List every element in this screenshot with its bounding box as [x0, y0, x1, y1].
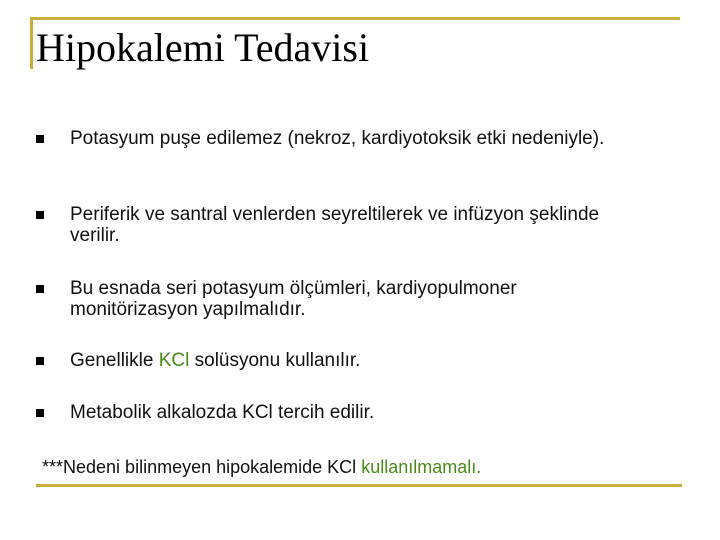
bullet-text-5: Metabolik alkalozda KCl tercih edilir. — [70, 402, 375, 423]
bullet-text-3: Bu esnada seri potasyum ölçümleri, kardiyopulmoner monitörizasyon yapılmalıdır. — [70, 278, 517, 320]
bullet-text-4-end: solüsyonu kullanılır. — [189, 350, 361, 371]
title-frame-top-line — [30, 17, 680, 20]
square-bullet-icon — [36, 409, 44, 417]
footnote-warning — [42, 456, 481, 478]
square-bullet-icon — [36, 285, 44, 293]
footnote-text: ***Nedeni bilinmeyen hipokalemide KCl — [42, 457, 362, 477]
bullet-text-4-start: Genellikle — [70, 350, 159, 371]
bullet-text-4 — [70, 350, 630, 371]
title-frame-left-line — [30, 17, 33, 69]
kcl-highlight: KCl — [158, 350, 190, 371]
bullet-text-1: Potasyum puşe edilemez (nekroz, kardiyotoksik etki nedeniyle). — [70, 128, 605, 149]
footnote-highlight: kullanılmamalı. — [361, 457, 482, 477]
square-bullet-icon — [36, 211, 44, 219]
square-bullet-icon — [36, 357, 44, 365]
square-bullet-icon — [36, 135, 44, 143]
bottom-rule-line — [36, 484, 682, 487]
bullet-text-2: Periferik ve santral venlerden seyreltilerek ve infüzyon şeklinde verilir. — [70, 204, 600, 246]
slide-title: Hipokalemi Tedavisi — [36, 25, 370, 70]
